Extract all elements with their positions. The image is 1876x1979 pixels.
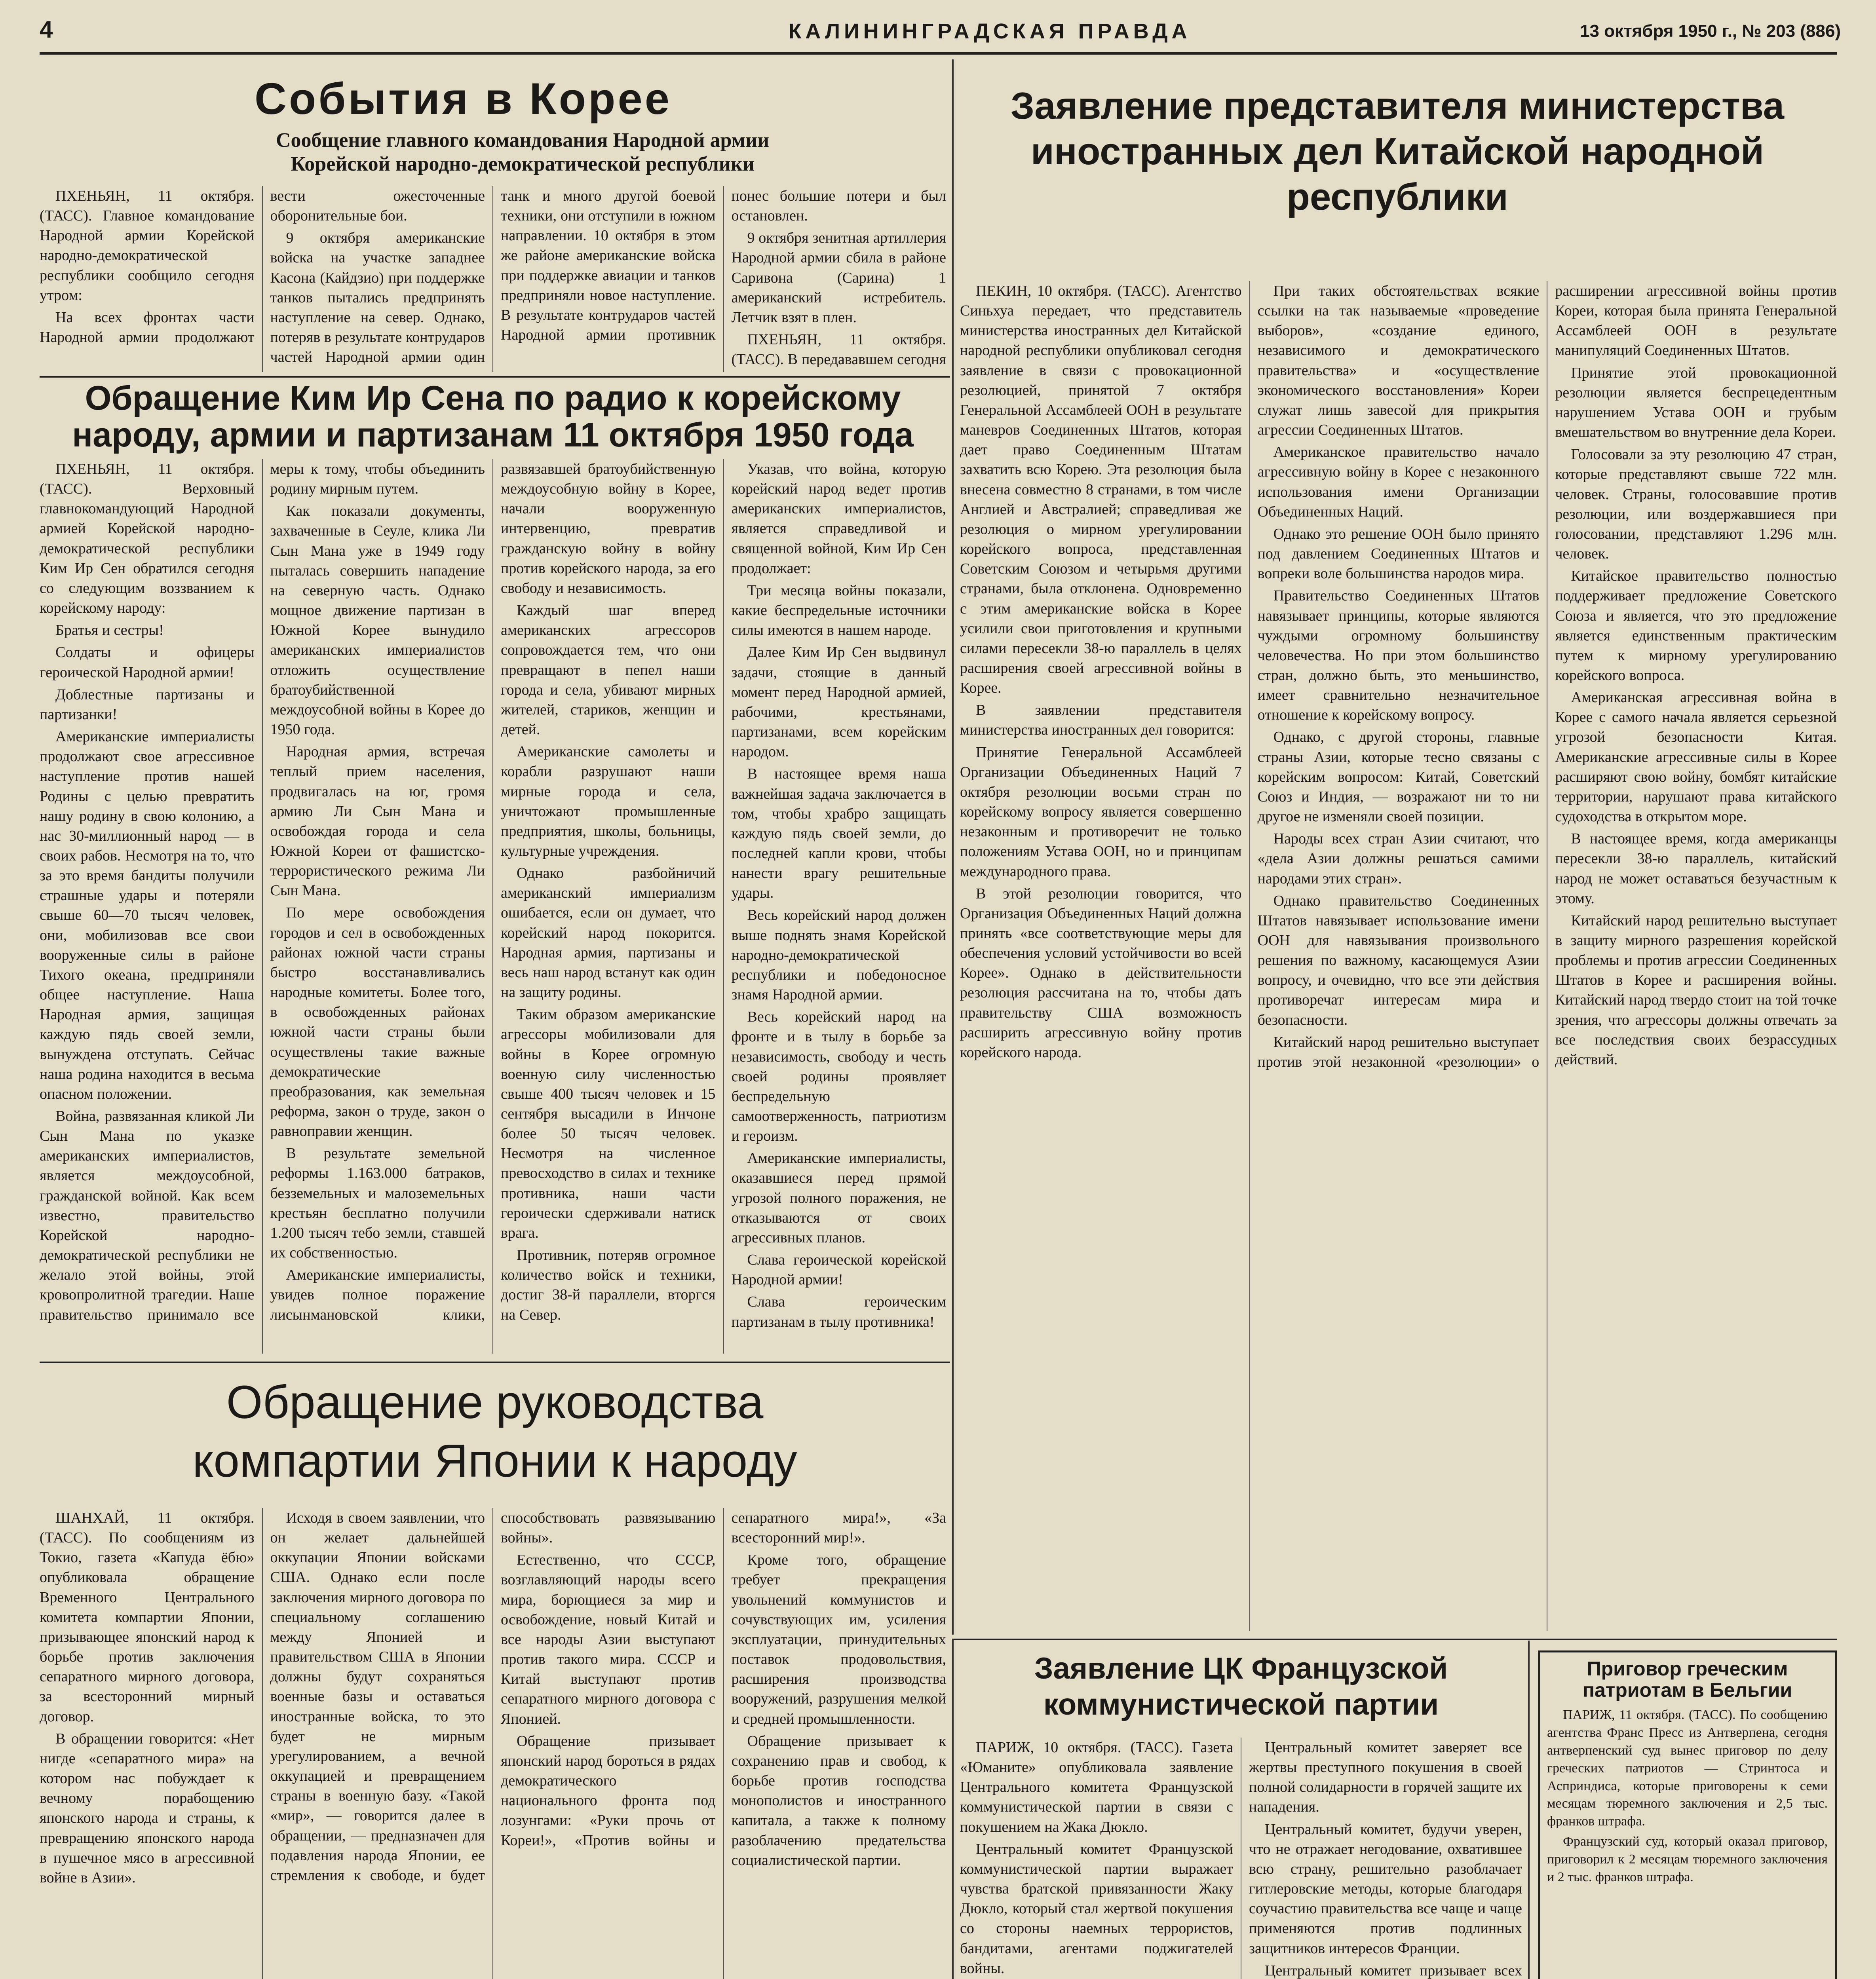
paragraph: Однако правительство Соединенных Штатов навязывает использование имени ООН для навязывания произвольного решения по важному, касающемуся Азии вопросу, и очевидно, что все эти действия противоречат интересам мира и безопасности. — [1257, 892, 1540, 1028]
paragraph: Американские империалисты продолжают свое агрессивное наступление против нашей Родины с целью превратить нашу родину в свою колонию, а нас 30-миллионный народ — в своих рабов. Несмотря на то, что за это время бандиты получили страшные удары и потеряли свыше 60—70 тысяч человек, они, мобилизовав все свои вооруженные силы в районе Тихого океана, предприняли общее наступление. Наша Народная армия, защищая каждую пядь своей земли, вынуждена отступать. Сейчас наша родина находится в весьма опасном положении. — [40, 728, 255, 1102]
paragraph: Слава героическим партизанам в тылу противника! — [731, 1293, 946, 1330]
paragraph: Каждый шаг вперед американских агрессоров сопровождается тем, что они превращают в пепел наши города и села, убивают мирных жителей, стариков, женщин и детей. — [501, 602, 716, 738]
page-number: 4 — [40, 16, 57, 43]
paragraph: По мере освобождения городов и сел в освобожденных районах южной части страны быстро восстанавливались народные комитеты. Более того, в освобожденных районах южной части страны были осуществлены такие важные демократические преобразования, как земельная реформа, закон о труде, закон о равноправии женщин. — [270, 904, 485, 1140]
paragraph: Правительство Соединенных Штатов навязывает принципы, которые являются чуждыми огромному большинству человечества. Но при этом большинство стран, должно быть, это меньшинство, имеет сравнительно незначительное отношение к корейскому вопросу. — [1257, 587, 1540, 724]
paragraph: Весь корейский народ должен выше поднять знамя Корейской народно-демократической республики и победоносное знамя Народной армии. — [731, 907, 946, 1003]
paragraph: ПЕКИН, 10 октября. (ТАСС). Агентство Синьхуа передает, что представитель министерства иностранных дел Китайской народной республики опубликовал сегодня заявление в связи с провокационной резолюцией, принятой 7 октября Генеральной Ассамблеей ООН в результате маневров Соединенных Штатов, которая дает право Соединенным Штатам захватить всю Корею. Эта резолюция была внесена совместно 8 странами, в том числе Англией и Австралией; справедливая же резолюция о мирном урегулировании корейского вопроса, представленная Советским Союзом и четырьмя другими странами, была отклонена. Одновременно с этим американские войска в Корее усилили свои приготовления и крупными силами пересекли 38-ю параллель в целях расширения своей агрессивной войны в Корее. — [960, 283, 1242, 697]
masthead-rule — [40, 52, 1837, 55]
paragraph: Принятие этой провокационной резолюции является беспрецедентным нарушением Устава ООН и грубым вмешательством во внутренние дела Кореи. — [1555, 364, 1837, 441]
paragraph: Американская агрессивная война в Корее с самого начала является серьезной угрозой безопасности Китая. Американские агрессивные силы в Корее расширяют свою войну, бомбят китайские территории, нарушают права китайского судоходства в открытом море. — [1555, 689, 1837, 825]
paragraph: ПХЕНЬЯН, 11 октября. (ТАСС). В передававшем сегодня — [731, 331, 946, 368]
paragraph: Народы всех стран Азии считают, что «дела Азии должны решаться самими народами этих стран». — [1257, 830, 1540, 887]
paragraph: Исходя в своем заявлении, что он желает дальнейшей оккупации Японии войсками США. Однако если после заключения мирного договора по специальному соглашению между Японией и правительством США в Японии должны будут сохраняться военные базы и оставаться иностранные войска, то это будет не мирным урегулированием, а вечной оккупацией и превращением страны в военную базу. «Такой «мир», — говорится далее в обращении, — предназначен для подавления народа Японии, ее стремления к свободе, и будет способствовать развязыванию войны». — [270, 1510, 716, 1884]
paragraph: Народная армия, встречая теплый прием населения, продвигалась на юг, громя армию Ли Сын Мана и освобождая города и села Южной Кореи от фашистско-террористического режима Ли Сын Мана. — [270, 743, 485, 899]
japan-cp-body — [40, 1508, 946, 1979]
paragraph: Обращение призывает к сохранению прав и свобод, к борьбе против господства монополистов и иностранного капитала, а также к полному разоблачению предательства социалистической партии. — [731, 1732, 946, 1869]
paragraph: В этой резолюции говорится, что Организация Объединенных Наций должна принять «все соответствующие меры для обеспечения условий устойчивости во всей Корее». Однако в действительности резолюция рассчитана на то, чтобы дать правительству США возможность расширить агрессивную войну против корейского народа. — [960, 885, 1242, 1061]
paragraph: Естественно, что СССР, возглавляющий народы всего мира, борющиеся за мир и освобождение, новый Китай и все народы Азии выступают против такого мира. СССР и Китай выступают против сепаратного мирного договора с Японией. — [501, 1552, 716, 1727]
kim-appeal-body — [40, 459, 946, 1354]
paragraph: Американские империалисты, оказавшиеся перед прямой угрозой полного поражения, не отказываются от своих агрессивных планов. — [731, 1150, 946, 1246]
paragraph: ПХЕНЬЯН, 11 октября. (ТАСС). Главное командование Народной армии Корейской народно-демократической республики сообщило сегодня утром: — [40, 188, 255, 304]
rule — [952, 1639, 1837, 1640]
paragraph: Центральный комитет Французской коммунистической партии выражает чувства братской привязанности Жаку Дюкло, который стал жертвой покушения со стороны наемных террористов, бандитами, агентами поджигателей войны. — [960, 1840, 1233, 1977]
paragraph: Американское правительство начало агрессивную войну в Корее с незаконного использования имени Организации Объединенных Наций. — [1257, 444, 1540, 520]
paragraph: В настоящее время, когда американцы пересекли 38-ю параллель, китайский народ не может оставаться безучастным к этому. — [1555, 830, 1837, 907]
paragraph: Центральный комитет, будучи уверен, что не отражает негодование, охватившее всю страну, решительно разоблачает гитлеровские методы, которые благодаря соучастию правительства все чаще и чаще применяются против подлинных защитников интересов Франции. — [1249, 1821, 1522, 1957]
paragraph: В результате земельной реформы 1.163.000 батраков, безземельных и малоземельных крестьян бесплатно получили 1.200 тысяч тебо земли, ставшей их собственностью. — [270, 1145, 485, 1261]
korea-events-article — [40, 59, 946, 376]
kim-appeal-title: Обращение Ким Ир Сена по радио к корейскому народу, армии и партизанам 11 октября 1950 года — [72, 380, 914, 454]
paragraph: ПАРИЖ, 10 октября. (ТАСС). Газета «Юманите» опубликовала заявление Центрального комитета Французской коммунистической партии в связи с покушением на Жака Дюкло. — [960, 1739, 1233, 1835]
divider-right-lower — [1528, 1641, 1530, 1979]
paragraph: Таким образом американские агрессоры мобилизовали для войны в Корее огромную военную силу численностью свыше 400 тысяч человек и 15 сентября высадили в Инчоне более 50 тысяч человек. Несмотря на численное превосходство в силах и технике противника, наши части героически сдерживали натиск врага. — [501, 1006, 716, 1241]
korea-events-subtitle: Сообщение главного командования Народной армии Корейской народно-демократической республики — [276, 129, 770, 175]
divider-japan-right — [952, 1639, 954, 1979]
paragraph: Обращение призывает японский народ бороться в рядах демократического национального фронта под лозунгами: «Руки прочь от Кореи!», «Против войны и сепаратного мира!», «За всесторонний мир!». — [501, 1510, 946, 1849]
paragraph: Однако разбойничий американский империализм ошибается, если он думает, что корейский народ покорится. Народная армия, партизаны и весь наш народ встанут как один на защиту родины. — [501, 865, 716, 1001]
french-cp-article — [960, 1643, 1522, 1979]
issue-date: 13 октября 1950 г., № 203 (886) — [1580, 21, 1841, 41]
paragraph: Противник, потеряв огромное количество войск и техники, достиг 38-й параллели, вторгся на Север. — [501, 1247, 716, 1323]
paragraph: ПХЕНЬЯН, 11 октября. (ТАСС). Верховный главнокомандующий Народной армией Корейской народно-демократической республики Ким Ир Сен обратился сегодня со следующим воззванием к корейскому народу: — [40, 461, 255, 617]
french-cp-body — [960, 1738, 1522, 1979]
greek-verdict-title: Приговор греческим патриотам в Бельгии — [1582, 1658, 1792, 1701]
paragraph: Центральный комитет заверяет все жертвы преступного покушения в своей полной солидарности в горячей защите их нападения. — [1249, 1739, 1522, 1816]
china-statement-title: Заявление представителя министерства иностранных дел Китайской народной республики — [1010, 85, 1785, 218]
korea-events-body — [40, 186, 946, 372]
paragraph: Китайский народ решительно выступает в защиту мирного разрешения корейской проблемы и против агрессии Соединенных Штатов в Корее и расширения войны. Китайский народ твердо стоит на той точке зрения, что агрессоры должны отвечать за все последствия своих безрассудных действий. — [1555, 912, 1837, 1068]
paragraph: ПАРИЖ, 11 октября. (ТАСС). По сообщению агентства Франс Пресс из Антверпена, сегодня антверпенский суд вынес приговор по делу греческих патриотов — Стринтоса и Асприндиса, которые приговорены к семи месяцам тюремного заключения и 2,5 тыс. франков штрафа. — [1547, 1707, 1828, 1829]
kim-appeal-article — [40, 380, 946, 1358]
korea-events-title: События в Корее — [254, 74, 672, 123]
paragraph: На всех фронтах части Народной армии продолжают вести ожесточенные оборонительные бои. — [40, 188, 485, 346]
paragraph: Слава героической корейской Народной армии! — [731, 1252, 946, 1288]
paragraph: Братья и сестры! — [55, 622, 164, 639]
paragraph: В настоящее время наша важнейшая задача заключается в том, чтобы храбро защищать каждую пядь своей земли, до последней капли крови, чтобы нанести врагу решительные удары. — [731, 765, 946, 902]
paragraph: Китайский народ решительно выступает против этой незаконной «резолюции» о расширении агрессивной войны против Кореи, которая была принята Генеральной Ассамблеей ООН в результате манипуляций Соединенных Штатов. — [1257, 283, 1837, 1070]
paragraph: 9 октября американские войска на участке западнее Касона (Кайдзио) при поддержке танков пытались предпринять наступление на север. Однако, потеряв в результате контрударов частей Народной армии один танк и много другой боевой техники, они отступили в южном направлении. 10 октября в этом же районе американские войска при поддержке авиации и танков предприняли новое наступление. В результате контрударов частей Народной армии противник понес большие потери и был остановлен. — [270, 188, 946, 366]
greek-verdict-box — [1538, 1650, 1837, 1979]
paragraph: 9 октября зенитная артиллерия Народной армии сбила в районе Саривона (Сарина) 1 американский истребитель. Летчик взят в плен. — [731, 230, 946, 326]
divider-left-right — [952, 59, 954, 1635]
rule — [40, 1362, 950, 1363]
paragraph: Американские самолеты и корабли разрушают наши мирные города и села, уничтожают промышленные предприятия, школы, больницы, культурные учреждения. — [501, 743, 716, 859]
paragraph: При таких обстоятельствах всякие ссылки на так называемые «проведение выборов», «создание единого, независимого и демократического правительства» и «осуществление экономического восстановления» Кореи служат лишь завесой для прикрытия агрессии Соединенных Штатов. — [1257, 283, 1540, 439]
paragraph: В заявлении представителя министерства иностранных дел говорится: — [960, 702, 1242, 739]
paragraph: Голосовали за эту резолюцию 47 стран, которые представляют свыше 722 млн. человек. Страны, голосовавшие против резолюции, или воздержавшиеся при голосовании, представляют 1.296 млн. человек. — [1555, 446, 1837, 562]
japan-cp-article — [40, 1366, 946, 1979]
china-statement-article — [960, 59, 1837, 1637]
greek-verdict-body — [1547, 1706, 1828, 1886]
paragraph: Американские империалисты, увидев полное поражение лисынмановской клики, развязавшей братоубийственную междоусобную войну в Корее, начали вооруженную интервенцию, превратив гражданскую войну в войну против корейского народа, за его свободу и независимость. — [270, 461, 716, 1323]
rule — [40, 376, 950, 378]
paragraph: Центральный комитет призывает всех — [1265, 1962, 1522, 1979]
paragraph: Указав, что война, которую корейский народ ведет против американских империалистов, является справедливой и священной войной, Ким Ир Сен продолжает: — [731, 461, 946, 577]
paragraph: Однако это решение ООН было принято под давлением Соединенных Штатов и вопреки воле большинства народов мира. — [1257, 525, 1540, 582]
japan-cp-title: Обращение руководства компартии Японии к народу — [192, 1376, 797, 1487]
paragraph: В обращении говорится: «Нет нигде «сепаратного мира» на котором нас побуждает к вечному порабощению японского народа и страны, к превращению японского народа в пушечное мясо в агрессивной войне в Азии». — [40, 1730, 255, 1886]
paragraph: Весь корейский народ на фронте и в тылу в борьбе за независимость, свободу и честь своей родины проявляет беспредельную самоотверженность, патриотизм и героизм. — [731, 1008, 946, 1145]
newspaper-name: КАЛИНИНГРАДСКАЯ ПРАВДА — [788, 19, 1191, 43]
china-statement-body — [960, 281, 1837, 1631]
paragraph: Кроме того, обращение требует прекращения увольнений коммунистов и сочувствующих им, усиления эксплуатации, принудительных поставок продовольствия, расширения производства вооружений, разрушения мелкой и средней промышленности. — [731, 1552, 946, 1727]
paragraph: Война, развязанная кликой Ли Сын Мана по указке американских империалистов, является междоусобной, гражданской войной. Как всем известно, правительство Корейской народно-демократической республики не желало этой войны, этой кровопролитной трагедии. Наше правительство принимало все меры к тому, чтобы объединить родину мирным путем. — [40, 461, 485, 1323]
french-cp-title: Заявление ЦК Французской коммунистической партии — [1034, 1652, 1448, 1722]
paragraph: Далее Ким Ир Сен выдвинул задачи, стоящие в данный момент перед Народной армией, рабочими, крестьянами, партизанами, всем корейским народом. — [731, 644, 946, 760]
paragraph: Три месяца войны показали, какие беспредельные источники силы имеются в нашем народе. — [731, 582, 946, 639]
paragraph: Принятие Генеральной Ассамблеей Организации Объединенных Наций 7 октября резолюции восьми стран по корейскому вопросу является совершенно незаконным и противоречит не только положениям Устава ООН, но и принципам международного права. — [960, 744, 1242, 880]
paragraph: Однако, с другой стороны, главные страны Азии, которые тесно связаны с корейским вопросом: Китай, Советский Союз и Индия, — возражают ни то ни другое не изменяли своей позиции. — [1257, 729, 1540, 825]
paragraph: Как показали документы, захваченные в Сеуле, клика Ли Сын Мана уже в 1949 году пыталась совершить нападение на северную часть. Однако мощное движение партизан в Южной Корее вынудило американских империалистов отложить осуществление братоубийственной междоусобной войны в Корее до 1950 года. — [270, 503, 485, 738]
paragraph: Французский суд, который оказал приговор, приговорил к 2 месяцам тюремного заключения и 2 тыс. франков штрафа. — [1547, 1834, 1828, 1884]
paragraph: ШАНХАЙ, 11 октября. (ТАСС). По сообщениям из Токио, газета «Капуда ёбю» опубликовала обращение Временного Центрального комитета компартии Японии, призывающее японский народ к борьбе против заключения сепаратного мирного договора, за всесторонний мирный договор. — [40, 1510, 255, 1725]
paragraph: Солдаты и офицеры героической Народной армии! — [40, 644, 255, 681]
paragraph: Китайское правительство полностью поддерживает предложение Советского Союза и является, что это предложение является единственным практическим путем к мирному урегулированию корейского вопроса. — [1555, 568, 1837, 684]
paragraph: Доблестные партизаны и партизанки! — [40, 686, 255, 723]
